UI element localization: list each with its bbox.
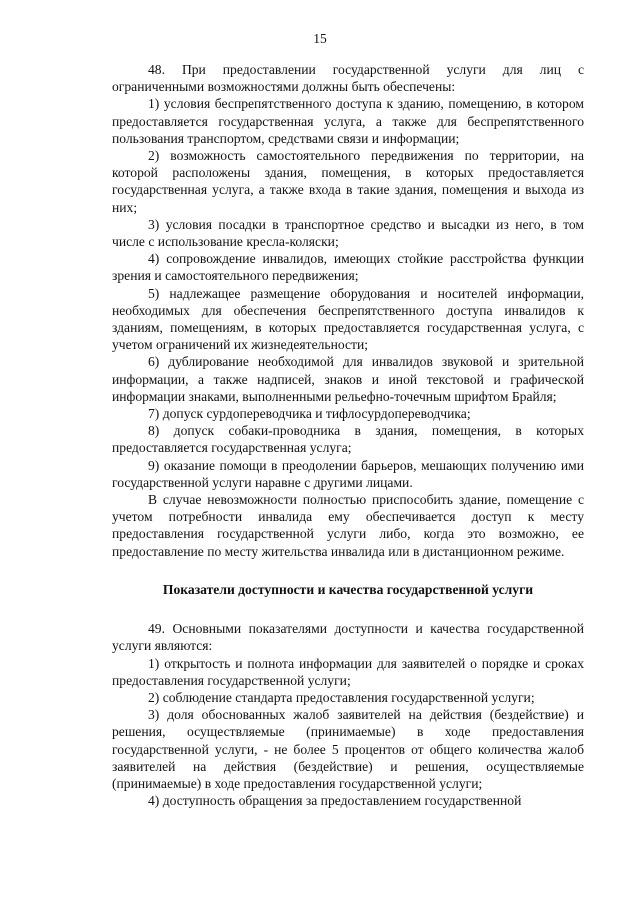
section-heading: Показатели доступности и качества государственной услуги	[162, 581, 534, 597]
document-body	[112, 61, 584, 809]
paragraph: 4) доступность обращения за предоставлением государственной	[148, 793, 522, 809]
paragraph: 3) доля обоснованных жалоб заявителей на действия (бездействие) и решения, осуществляемые (принимаемые) в ходе предоставления государственной услуги, - не более 5 процентов от общего количества жалоб заявителей на действия (бездействие) и решения, осуществляемые (принимаемые) в ходе предоставления государственной услуги;	[112, 707, 584, 791]
paragraph: 2) соблюдение стандарта предоставления государственной услуги;	[148, 689, 535, 705]
paragraph: 2) возможность самостоятельного передвижения по территории, на которой расположены здания, помещения, в которых предоставляется государственная услуга, а также входа в такие здания, помещения и выхода из них;	[112, 148, 584, 215]
paragraph: 9) оказание помощи в преодолении барьеров, мешающих получению ими государственной услуги наравне с другими лицами.	[112, 457, 584, 490]
paragraph: 49. Основными показателями доступности и качества государственной услуги являются:	[112, 621, 584, 654]
paragraph: 1) открытость и полнота информации для заявителей о порядке и сроках предоставления государственной услуги;	[112, 655, 584, 688]
paragraph: 7) допуск сурдопереводчика и тифлосурдопереводчика;	[148, 406, 471, 422]
paragraph: 48. При предоставлении государственной услуги для лиц с ограниченными возможностями должны быть обеспечены:	[112, 62, 584, 95]
paragraph: 5) надлежащее размещение оборудования и носителей информации, необходимых для обеспечения беспрепятственного доступа инвалидов к зданиям, помещениям, в которых предоставляется государственная услуга, с учетом ограничений их жизнедеятельности;	[112, 285, 584, 353]
paragraph: 3) условия посадки в транспортное средство и высадки из него, в том числе с использование кресла-коляски;	[112, 216, 584, 250]
page-number: 15	[313, 31, 327, 46]
paragraph: 8) допуск собаки-проводника в здания, помещения, в которых предоставляется государственная услуга;	[112, 423, 584, 456]
paragraph: 1) условия беспрепятственного доступа к зданию, помещению, в котором предоставляется государственная услуга, а также для беспрепятственного пользования транспортом, средствами связи и информации;	[112, 96, 584, 146]
paragraph: 6) дублирование необходимой для инвалидов звуковой и зрительной информации, а также надписей, знаков и иной текстовой и графической информации знаками, выполненными рельефно-точечным шрифтом Брайля;	[112, 354, 584, 404]
paragraph: 4) сопровождение инвалидов, имеющих стойкие расстройства функции зрения и самостоятельного передвижения;	[112, 251, 584, 284]
paragraph: В случае невозможности полностью приспособить здание, помещение с учетом потребности инвалида ему обеспечивается доступ к месту предоставления государственной услуги либо, когда это возможно, ее предоставление по месту жительства инвалида или в дистанционном режиме.	[112, 492, 584, 559]
